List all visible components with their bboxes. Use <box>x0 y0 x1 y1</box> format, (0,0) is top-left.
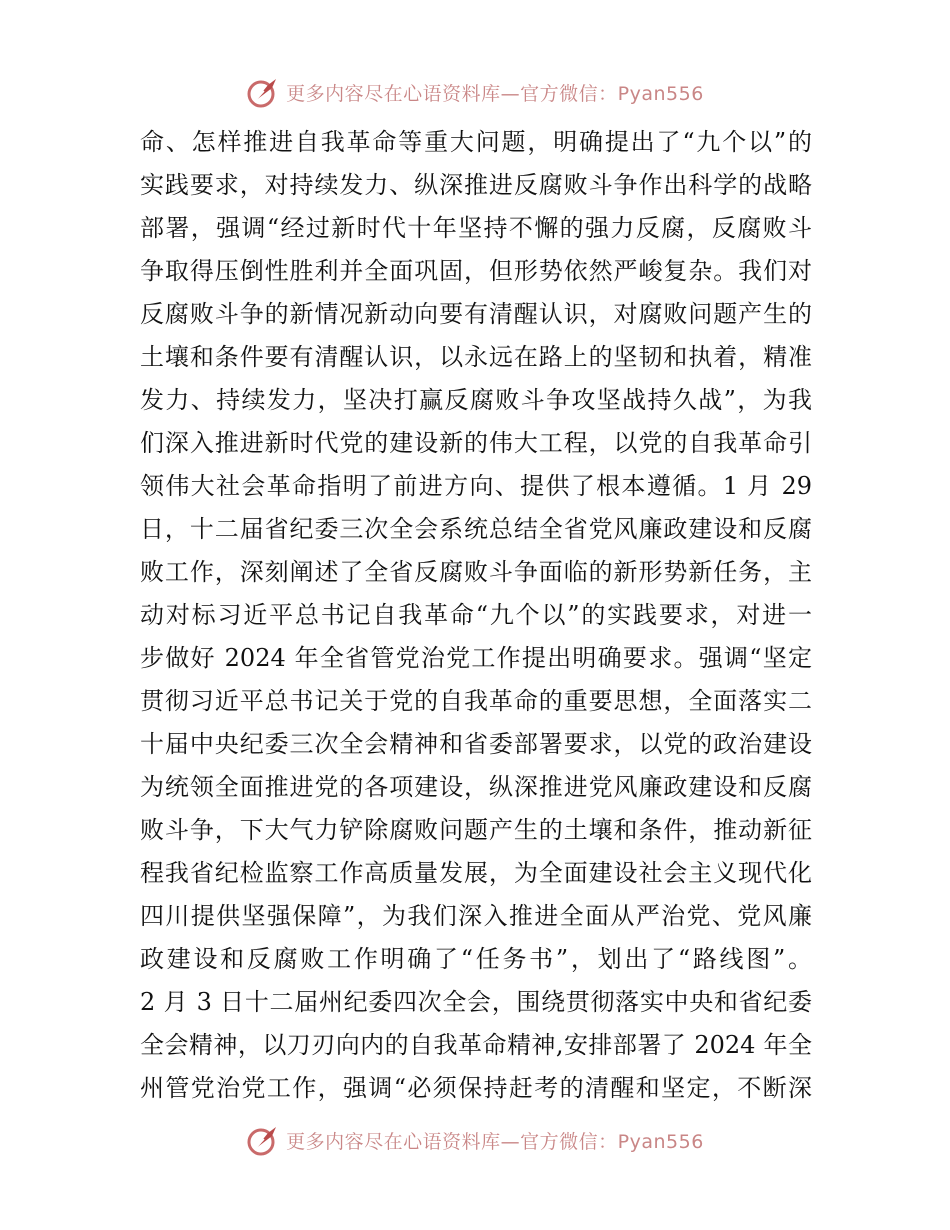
body-text-line: 2 月 3 日十二届州纪委四次全会，围绕贯彻落实中央和省纪委 <box>140 988 812 1016</box>
body-text-line: 实践要求，对持续发力、纵深推进反腐败斗争作出科学的战略 <box>140 171 812 199</box>
body-text-line: 十届中央纪委三次全会精神和省委部署要求，以党的政治建设 <box>140 730 812 758</box>
body-text-line: 全会精神，以刀刃向内的自我革命精神,安排部署了 2024 年全 <box>140 1031 812 1059</box>
body-text-line: 反腐败斗争的新情况新动向要有清醒认识，对腐败问题产生的 <box>140 300 812 328</box>
watermark-text: 更多内容尽在心语资料库—官方微信：Pyan556 <box>286 82 704 105</box>
watermark-header-inner <box>246 75 704 109</box>
body-text-line: 步做好 2024 年全省管党治党工作提出明确要求。强调“坚定 <box>140 644 812 672</box>
body-text-line: 政建设和反腐败工作明确了“任务书”，划出了“路线图”。 <box>140 945 812 973</box>
body-text-line: 败斗争，下大气力铲除腐败问题产生的土壤和条件，推动新征 <box>140 816 812 844</box>
body-text-line: 命、怎样推进自我革命等重大问题，明确提出了“九个以”的 <box>140 128 812 156</box>
body-text-line: 四川提供坚强保障”，为我们深入推进全面从严治党、党风廉 <box>140 902 812 930</box>
document-body <box>140 121 812 1110</box>
body-text-line: 们深入推进新时代党的建设新的伟大工程，以党的自我革命引 <box>140 429 812 457</box>
body-text-line: 发力、持续发力，坚决打赢反腐败斗争攻坚战持久战”，为我 <box>140 386 812 414</box>
body-text-line: 州管党治党工作，强调“必须保持赶考的清醒和坚定，不断深 <box>140 1074 812 1102</box>
watermark-footer <box>0 1120 950 1160</box>
body-text-line: 日，十二届省纪委三次全会系统总结全省党风廉政建设和反腐 <box>140 515 812 543</box>
watermark-footer-inner <box>246 1123 704 1157</box>
body-text-line: 程我省纪检监察工作高质量发展，为全面建设社会主义现代化 <box>140 859 812 887</box>
quill-logo-icon <box>246 75 280 109</box>
quill-logo-icon <box>246 1123 280 1157</box>
watermark-header <box>0 72 950 112</box>
body-text-line: 为统领全面推进党的各项建设，纵深推进党风廉政建设和反腐 <box>140 773 812 801</box>
body-text-line: 败工作，深刻阐述了全省反腐败斗争面临的新形势新任务，主 <box>140 558 812 586</box>
body-text-line: 部署，强调“经过新时代十年坚持不懈的强力反腐，反腐败斗 <box>140 214 812 242</box>
body-text-line: 土壤和条件要有清醒认识，以永远在路上的坚韧和执着，精准 <box>140 343 812 371</box>
body-text-line: 争取得压倒性胜利并全面巩固，但形势依然严峻复杂。我们对 <box>140 257 812 285</box>
body-text-line: 贯彻习近平总书记关于党的自我革命的重要思想，全面落实二 <box>140 687 812 715</box>
body-text-line: 动对标习近平总书记自我革命“九个以”的实践要求，对进一 <box>140 601 812 629</box>
watermark-text: 更多内容尽在心语资料库—官方微信：Pyan556 <box>286 1130 704 1153</box>
body-text-line: 领伟大社会革命指明了前进方向、提供了根本遵循。1 月 29 <box>140 472 812 500</box>
